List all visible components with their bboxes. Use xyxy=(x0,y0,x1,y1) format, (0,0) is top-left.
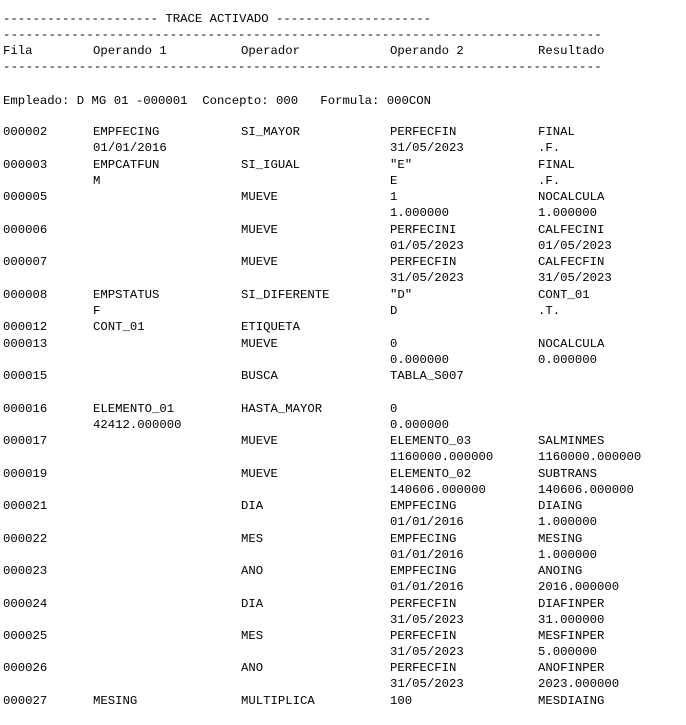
row-operando1-value: 42412.000000 xyxy=(93,418,182,432)
row-resultado-value: 1.000000 xyxy=(538,206,598,220)
row-operando2: PERFECFIN xyxy=(390,629,457,643)
row-operador: ANO xyxy=(241,661,264,675)
row-operador: MUEVE xyxy=(241,190,278,204)
row-operador: SI_DIFERENTE xyxy=(241,288,330,302)
row-resultado: FINAL xyxy=(538,125,575,139)
row-resultado-value: .F. xyxy=(538,174,561,188)
row-operando1: ELEMENTO_01 xyxy=(93,402,175,416)
row-operador: DIA xyxy=(241,597,264,611)
row-operador: MUEVE xyxy=(241,223,278,237)
row-operando1-value: M xyxy=(93,174,101,188)
row-operador: HASTA_MAYOR xyxy=(241,402,323,416)
header-operando2: Operando 2 xyxy=(390,44,464,58)
row-operando2: PERFECFIN xyxy=(390,597,457,611)
row-operando2-value: 140606.000000 xyxy=(390,483,486,497)
row-operando2: ELEMENTO_03 xyxy=(390,434,472,448)
row-operando2: 1 xyxy=(390,190,398,204)
row-operador: MUEVE xyxy=(241,467,278,481)
row-operador: SI_IGUAL xyxy=(241,158,301,172)
employee-line: Empleado: D MG 01 -000001 Concepto: 000 Formula: 000CON xyxy=(3,94,432,108)
row-fila: 000012 xyxy=(3,320,48,334)
row-resultado: FINAL xyxy=(538,158,575,172)
row-resultado: CALFECFIN xyxy=(538,255,605,269)
table-row xyxy=(0,433,686,465)
table-row xyxy=(0,628,686,660)
row-operando2: TABLA_S007 xyxy=(390,369,464,383)
row-operando2: EMPFECING xyxy=(390,532,457,546)
row-operando1: MESING xyxy=(93,694,138,708)
table-row xyxy=(0,222,686,254)
table-row xyxy=(0,368,686,400)
row-resultado-value: 2016.000000 xyxy=(538,580,620,594)
row-resultado-value: 5.000000 xyxy=(538,645,598,659)
table-row xyxy=(0,401,686,433)
row-resultado-value: 1160000.000000 xyxy=(538,450,642,464)
row-resultado: CALFECINI xyxy=(538,223,605,237)
row-operando2-value: E xyxy=(390,174,398,188)
row-operando2: PERFECINI xyxy=(390,223,457,237)
row-fila: 000007 xyxy=(3,255,48,269)
row-operador: SI_MAYOR xyxy=(241,125,301,139)
row-resultado-value: .F. xyxy=(538,141,561,155)
row-fila: 000008 xyxy=(3,288,48,302)
row-operando2-value: 01/05/2023 xyxy=(390,239,464,253)
row-resultado: MESING xyxy=(538,532,583,546)
row-resultado-value: .T. xyxy=(538,304,561,318)
row-operando2: PERFECFIN xyxy=(390,255,457,269)
table-row xyxy=(0,287,686,319)
row-operador: DIA xyxy=(241,499,264,513)
row-operando2: ELEMENTO_02 xyxy=(390,467,472,481)
table-row xyxy=(0,466,686,498)
row-operando2-value: 31/05/2023 xyxy=(390,645,464,659)
row-resultado: ANOING xyxy=(538,564,583,578)
table-row xyxy=(0,157,686,189)
header-operador: Operador xyxy=(241,44,301,58)
row-operando2: 0 xyxy=(390,337,398,351)
row-operador: MUEVE xyxy=(241,337,278,351)
row-operador: MES xyxy=(241,532,264,546)
row-fila: 000002 xyxy=(3,125,48,139)
table-row xyxy=(0,124,686,156)
row-fila: 000013 xyxy=(3,337,48,351)
table-row xyxy=(0,336,686,368)
row-operador: MULTIPLICA xyxy=(241,694,315,708)
row-fila: 000024 xyxy=(3,597,48,611)
row-operando2-value: 0.000000 xyxy=(390,353,450,367)
table-row xyxy=(0,693,686,725)
row-operando2: 0 xyxy=(390,402,398,416)
row-operando2-value: 01/01/2016 xyxy=(390,515,464,529)
trace-title: --------------------- TRACE ACTIVADO --------------------- xyxy=(3,12,432,26)
row-operando2-value: 01/01/2016 xyxy=(390,548,464,562)
row-resultado-value: 31.000000 xyxy=(538,613,605,627)
row-resultado: MESDIAING xyxy=(538,694,605,708)
row-operando2-value: 31/05/2023 xyxy=(390,141,464,155)
row-fila: 000019 xyxy=(3,467,48,481)
row-resultado: DIAFINPER xyxy=(538,597,605,611)
row-operador: MUEVE xyxy=(241,255,278,269)
row-fila: 000022 xyxy=(3,532,48,546)
row-operando2-value: 31/05/2023 xyxy=(390,613,464,627)
row-operando2: "E" xyxy=(390,158,413,172)
row-fila: 000017 xyxy=(3,434,48,448)
row-operando2: PERFECFIN xyxy=(390,661,457,675)
row-resultado-value: 140606.000000 xyxy=(538,483,634,497)
row-fila: 000021 xyxy=(3,499,48,513)
row-fila: 000015 xyxy=(3,369,48,383)
table-row xyxy=(0,189,686,221)
row-operando2-value: 01/01/2016 xyxy=(390,580,464,594)
row-operando2-value: 31/05/2023 xyxy=(390,271,464,285)
row-fila: 000026 xyxy=(3,661,48,675)
row-operador: MES xyxy=(241,629,264,643)
table-row xyxy=(0,596,686,628)
row-resultado: CONT_01 xyxy=(538,288,590,302)
row-operador: MUEVE xyxy=(241,434,278,448)
row-operando2-value: 1.000000 xyxy=(390,206,450,220)
row-resultado: NOCALCULA xyxy=(538,190,605,204)
row-operando1-value: 01/01/2016 xyxy=(93,141,167,155)
row-resultado: NOCALCULA xyxy=(538,337,605,351)
row-operando2: EMPFECING xyxy=(390,564,457,578)
row-operando2-value: D xyxy=(390,304,398,318)
table-row xyxy=(0,254,686,286)
row-operador: ETIQUETA xyxy=(241,320,301,334)
row-operando2-value: 1160000.000000 xyxy=(390,450,494,464)
row-fila: 000016 xyxy=(3,402,48,416)
header-fila: Fila xyxy=(3,44,33,58)
row-resultado: MESFINPER xyxy=(538,629,605,643)
row-resultado: DIAING xyxy=(538,499,583,513)
row-fila: 000023 xyxy=(3,564,48,578)
separator-top: ------------------------------------------------------------------------------- xyxy=(3,28,602,42)
row-fila: 000006 xyxy=(3,223,48,237)
table-row xyxy=(0,531,686,563)
row-resultado: SUBTRANS xyxy=(538,467,598,481)
row-operando2-value: 31/05/2023 xyxy=(390,677,464,691)
row-fila: 000005 xyxy=(3,190,48,204)
row-resultado-value: 0.000000 xyxy=(538,353,598,367)
row-resultado-value: 2023.000000 xyxy=(538,677,620,691)
row-operando1: EMPFECING xyxy=(93,125,160,139)
row-operador: ANO xyxy=(241,564,264,578)
row-operando2: 100 xyxy=(390,694,413,708)
row-resultado-value: 1.000000 xyxy=(538,515,598,529)
table-row xyxy=(0,563,686,595)
row-resultado: SALMINMES xyxy=(538,434,605,448)
row-operando2: EMPFECING xyxy=(390,499,457,513)
row-operando2-value: 0.000000 xyxy=(390,418,450,432)
header-resultado: Resultado xyxy=(538,44,605,58)
row-operando1: EMPSTATUS xyxy=(93,288,160,302)
table-row xyxy=(0,498,686,530)
row-operando2: PERFECFIN xyxy=(390,125,457,139)
row-resultado: ANOFINPER xyxy=(538,661,605,675)
row-operando1-value: F xyxy=(93,304,101,318)
row-fila: 000003 xyxy=(3,158,48,172)
row-resultado-value: 31/05/2023 xyxy=(538,271,612,285)
row-resultado-value: 01/05/2023 xyxy=(538,239,612,253)
row-operando1: CONT_01 xyxy=(93,320,145,334)
separator-bottom: ------------------------------------------------------------------------------- xyxy=(3,60,602,74)
row-fila: 000025 xyxy=(3,629,48,643)
header-operando1: Operando 1 xyxy=(93,44,167,58)
row-fila: 000027 xyxy=(3,694,48,708)
table-row xyxy=(0,660,686,692)
row-operando1: EMPCATFUN xyxy=(93,158,160,172)
row-resultado-value: 1.000000 xyxy=(538,548,598,562)
row-operando2: "D" xyxy=(390,288,413,302)
row-operador: BUSCA xyxy=(241,369,278,383)
